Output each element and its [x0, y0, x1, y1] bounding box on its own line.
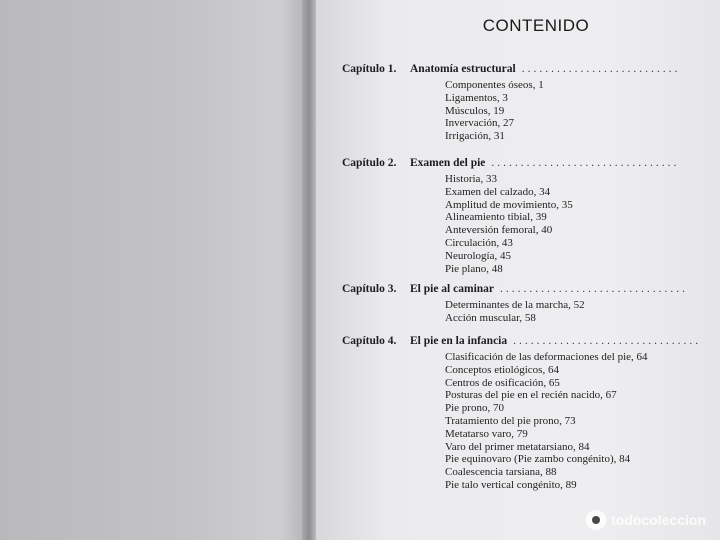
dot-leader: ................................ — [513, 335, 702, 347]
toc-entry: Varo del primer metatarsiano, 84 — [445, 440, 590, 453]
chapter-entries — [445, 173, 702, 275]
toc-entry: Centros de osificación, 65 — [445, 376, 560, 389]
toc-entry: Coalescencia tarsiana, 88 — [445, 466, 557, 479]
left-page — [0, 0, 305, 540]
toc-entry: Circulación, 43 — [445, 236, 513, 249]
chapter-title: Examen del pie — [410, 157, 486, 169]
toc-entry: Pie talo vertical congénito, 89 — [445, 478, 577, 491]
chapter-4 — [342, 334, 702, 492]
toc-entry: Acción muscular, 58 — [445, 311, 536, 324]
chapter-title: Anatomía estructural — [410, 63, 516, 75]
toc-entry: Examen del calzado, 34 — [445, 185, 551, 198]
watermark-text: todocoleccion — [611, 512, 706, 528]
chapter-title: El pie al caminar — [410, 283, 495, 295]
chapter-heading — [342, 334, 702, 349]
chapter-number: Capítulo 3. — [342, 283, 397, 295]
toc-entry: Conceptos etiológicos, 64 — [445, 363, 559, 376]
chapter-3 — [342, 282, 702, 325]
toc-entry: Pie equinovaro (Pie zambo congénito), 84 — [445, 453, 631, 466]
toc-entry: Componentes óseos, 1 — [445, 79, 544, 91]
chapter-2 — [342, 156, 702, 275]
toc-entry: Músculos, 19 — [445, 104, 505, 117]
toc-entry: Invervación, 27 — [445, 117, 515, 130]
chapter-entries — [445, 351, 702, 492]
logo-icon — [586, 510, 606, 530]
dot-leader: ........................... — [521, 63, 681, 75]
chapter-number: Capítulo 2. — [342, 157, 397, 169]
toc-entry: Metatarso varo, 79 — [445, 427, 528, 440]
chapter-entries — [445, 79, 702, 143]
chapter-title: El pie en la infancia — [410, 335, 508, 347]
toc-entry: Determinantes de la marcha, 52 — [445, 299, 585, 311]
toc-entry: Clasificación de las deformaciones del pie, 64 — [445, 351, 648, 363]
toc-entry: Irrigación, 31 — [445, 130, 505, 143]
chapter-heading — [342, 62, 702, 77]
chapter-1 — [342, 62, 702, 143]
chapter-entries — [445, 299, 702, 325]
toc-entry: Ligamentos, 3 — [445, 91, 508, 104]
chapter-number: Capítulo 1. — [342, 63, 397, 75]
toc-entry: Anteversión femoral, 40 — [445, 224, 553, 237]
toc-entry: Alineamiento tibial, 39 — [445, 211, 547, 224]
toc-entry: Amplitud de movimiento, 35 — [445, 198, 573, 211]
right-page — [316, 0, 720, 540]
chapter-number: Capítulo 4. — [342, 335, 397, 347]
toc-entry: Pie plano, 48 — [445, 262, 503, 275]
toc-entry: Tratamiento del pie prono, 73 — [445, 414, 576, 427]
toc-entry: Historia, 33 — [445, 173, 497, 185]
toc-entry: Posturas del pie en el recién nacido, 67 — [445, 389, 617, 402]
page-title: CONTENIDO — [482, 16, 590, 35]
toc-entry: Pie prono, 70 — [445, 402, 504, 415]
dot-leader: ................................ — [491, 157, 680, 169]
dot-leader: ................................ — [500, 283, 689, 295]
toc-entry: Neurología, 45 — [445, 249, 511, 262]
chapter-heading — [342, 282, 702, 297]
chapter-heading — [342, 156, 702, 171]
watermark — [586, 510, 706, 530]
